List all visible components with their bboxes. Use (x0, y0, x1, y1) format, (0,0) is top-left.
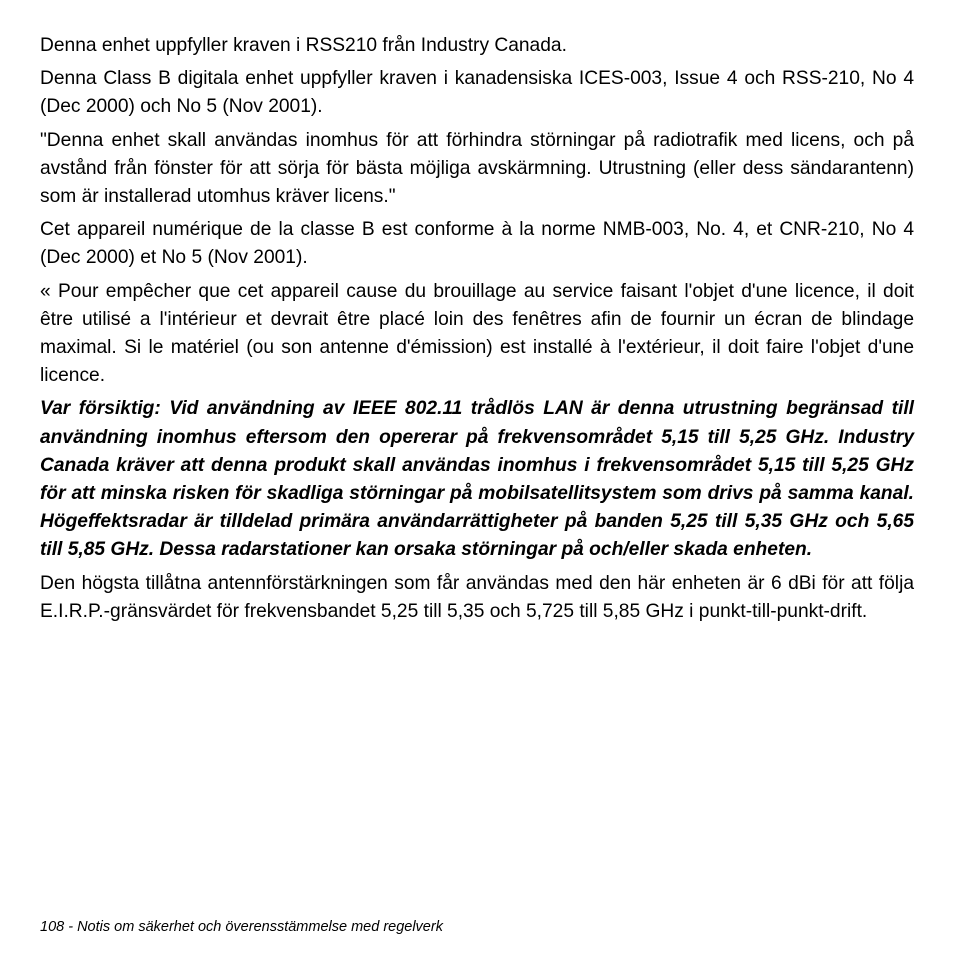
document-body (40, 32, 914, 631)
paragraph-rss210-compliance: Denna enhet uppfyller kraven i RSS210 från Industry Canada. (40, 35, 567, 56)
paragraph-indoor-use-notice: "Denna enhet skall användas inomhus för att förhindra störningar på radiotrafik med licens, och på avstånd från fönster för att sörja för bästa möjliga avskärmning. Utrustning (eller dess sändarantenn) som är installerad utomhus kräver licens." (40, 129, 914, 208)
paragraph-class-b-compliance: Denna Class B digitala enhet uppfyller kraven i kanadensiska ICES-003, Issue 4 och RSS-210, No 4 (Dec 2000) och No 5 (Nov 2001). (40, 68, 914, 118)
paragraph-antenna-gain: Den högsta tillåtna antennförstärkningen som får användas med den här enheten är 6 dBi för att följa E.I.R.P.-gränsvärdet för frekvensbandet 5,25 till 5,35 och 5,725 till 5,85 GHz i punkt-till-punkt-drift. (40, 572, 914, 622)
page-footer: 108 - Notis om säkerhet och överensstämmelse med regelverk (40, 919, 443, 935)
paragraph-french-class-b: Cet appareil numérique de la classe B est conforme à la norme NMB-003, No. 4, et CNR-210, No 4 (Dec 2000) et No 5 (Nov 2001). (40, 219, 914, 269)
paragraph-french-interference: « Pour empêcher que cet appareil cause du brouillage au service faisant l'objet d'une licence, il doit être utilisé a l'intérieur et devrait être placé loin des fenêtres afin de fournir un écran de blindage maximal. Si le matériel (ou son antenne d'émission) est installé à l'extérieur, il doit faire l'objet d'une licence. (40, 280, 914, 387)
caution-wireless-lan: Var försiktig: Vid användning av IEEE 802.11 trådlös LAN är denna utrustning begränsad till användning inomhus eftersom den opererar på frekvensområdet 5,15 till 5,25 GHz. Industry Canada kräver att denna produkt skall användas inomhus i frekvensområdet 5,15 till 5,25 GHz för att minska risken för skadliga störningar på mobilsatellitsystem som drivs på samma kanal. Högeffektsradar är tilldelad primära användarrättigheter på banden 5,25 till 5,35 GHz och 5,65 till 5,85 GHz. Dessa radarstationer kan orsaka störningar på och/eller skada enheten. (40, 398, 914, 561)
